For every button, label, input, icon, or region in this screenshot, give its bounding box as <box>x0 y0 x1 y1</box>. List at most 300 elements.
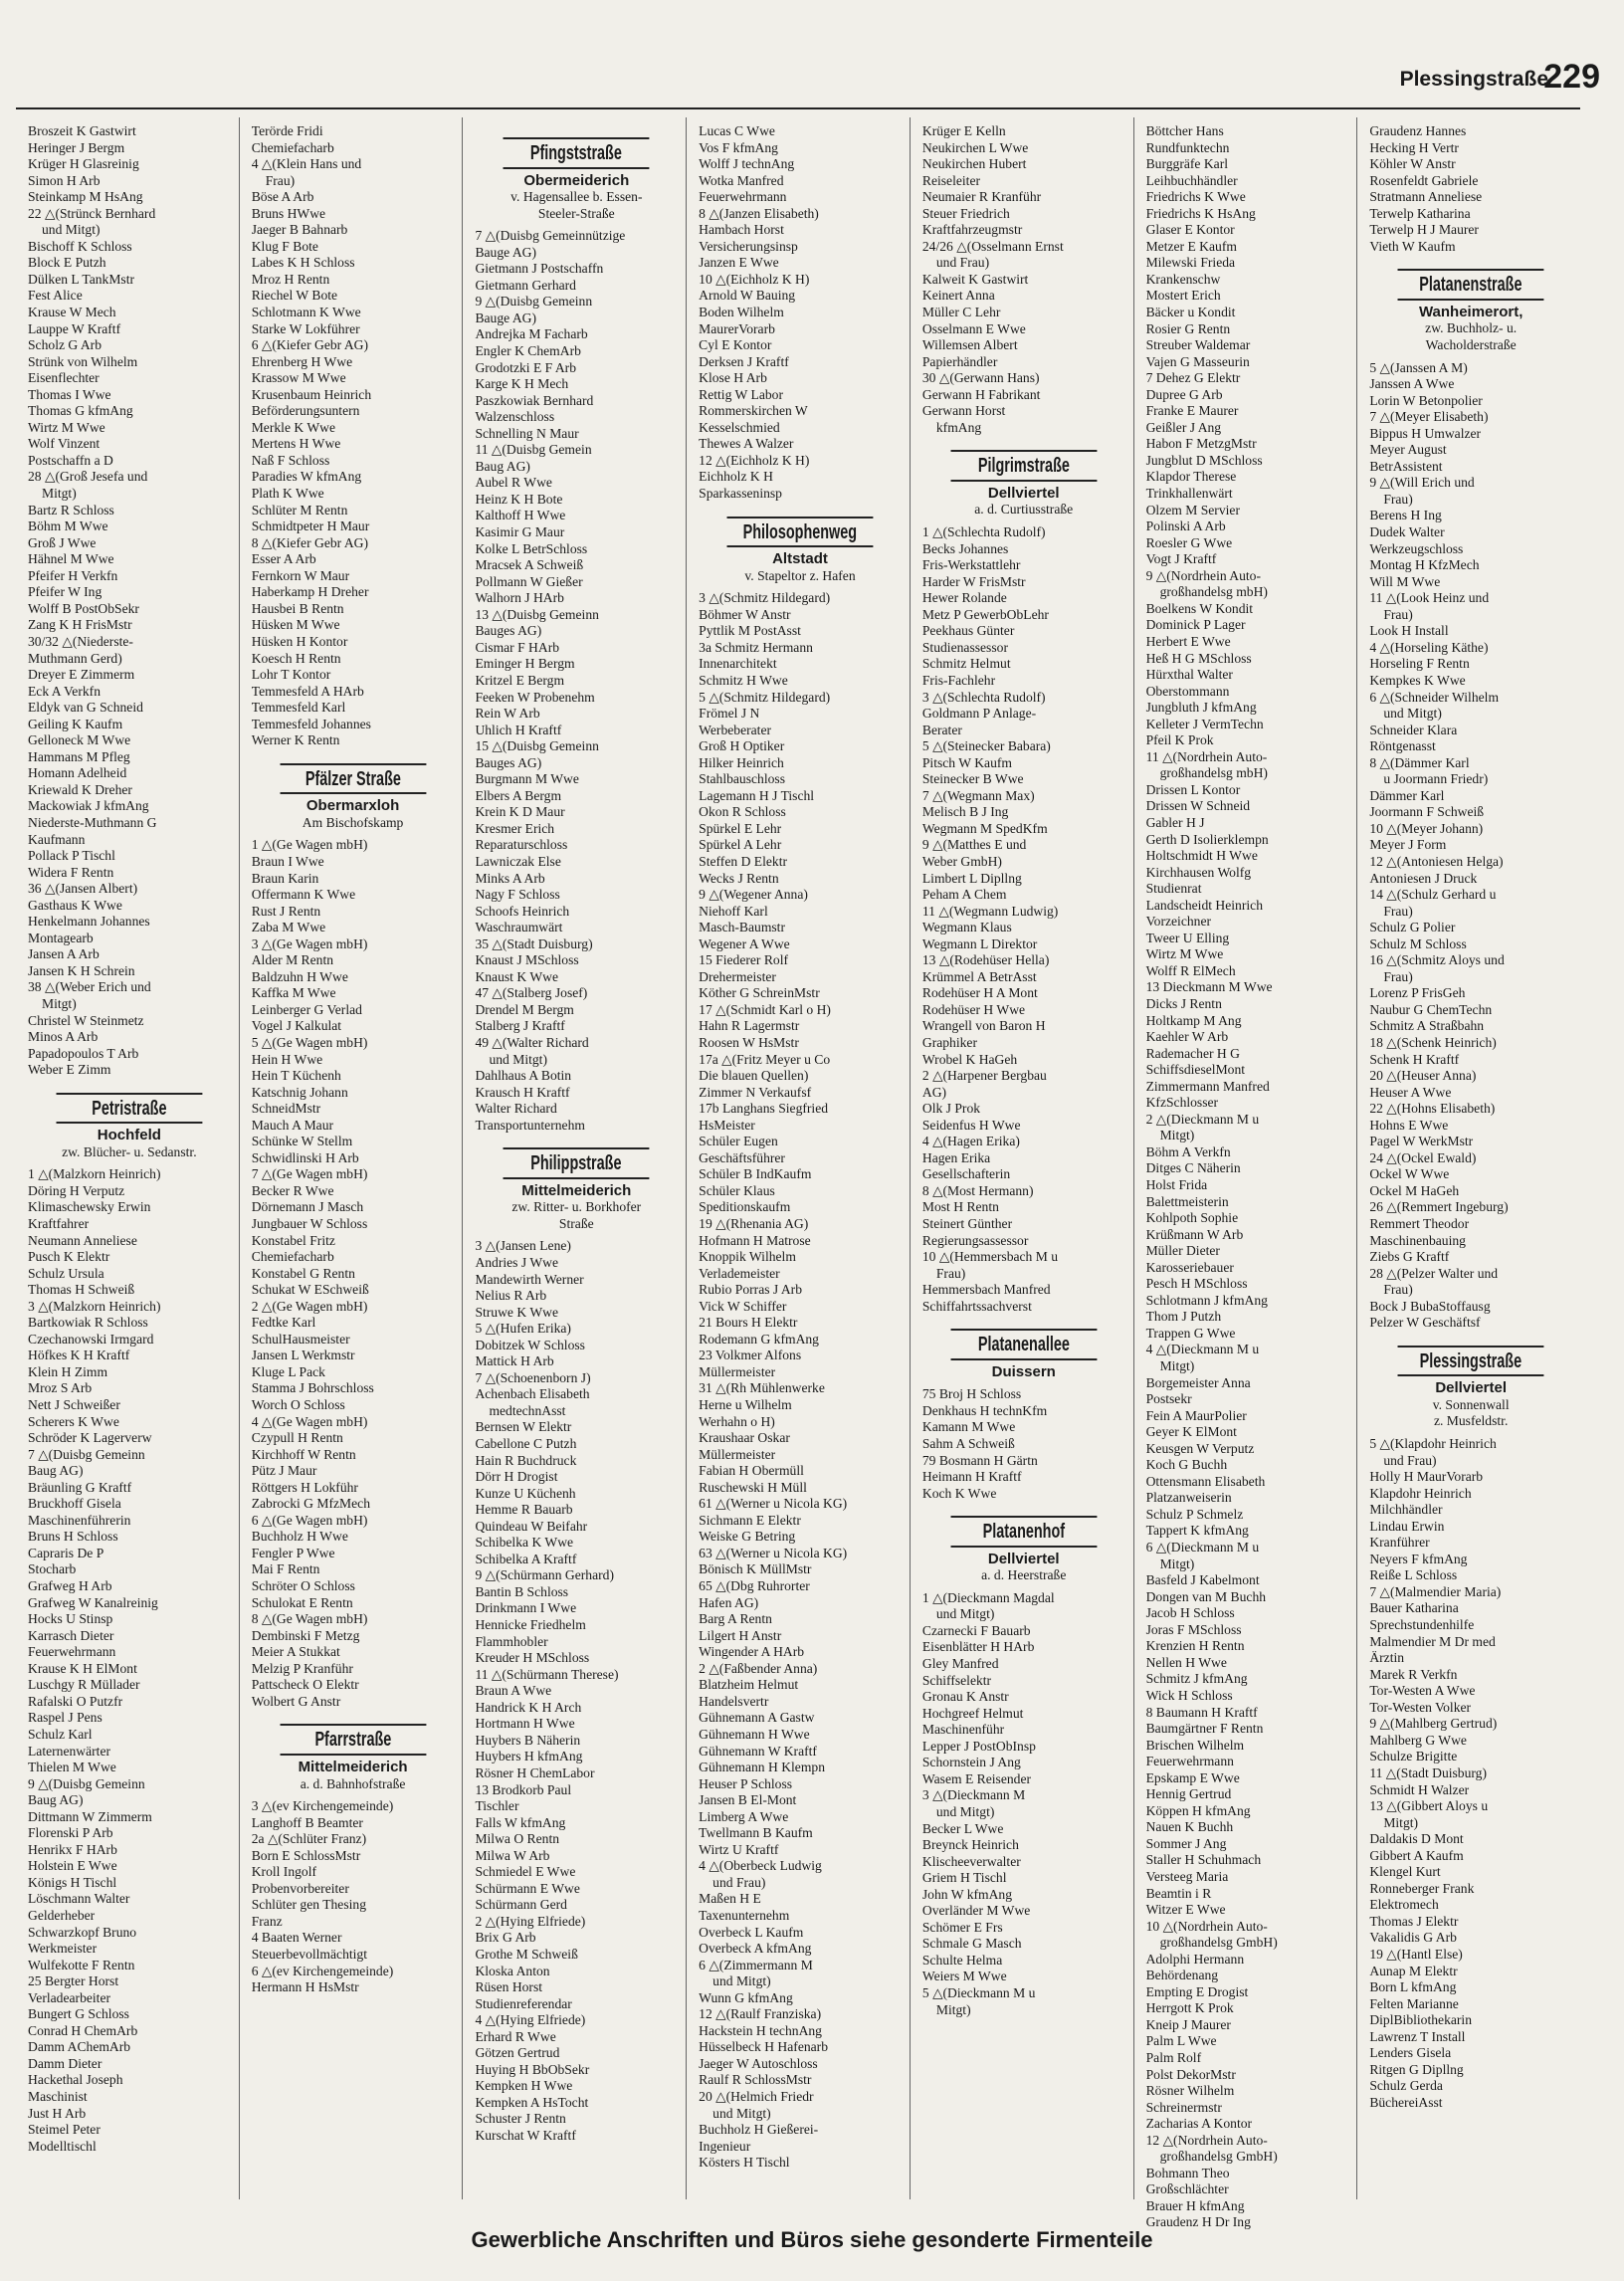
resident-entry: Feuerwehrmann <box>1145 1754 1234 1769</box>
resident-entry: Regierungsassessor <box>921 1232 1029 1248</box>
resident-entry: Reparaturschloss <box>475 837 568 853</box>
resident-entry: 2 △(Hying Elfriede) <box>475 1913 586 1929</box>
resident-entry: 75 Broj H Schloss <box>921 1386 1022 1402</box>
resident-entry: Wasem E Reisender <box>921 1770 1032 1786</box>
resident-entry: 7 △(Ge Wagen mbH) <box>251 1166 368 1182</box>
resident-entry: Berater <box>921 722 962 737</box>
resident-entry: Palm L Wwe <box>1145 2033 1217 2049</box>
resident-entry: 6 △(Zimmermann M <box>699 1957 813 1972</box>
resident-entry: 4 △(Horseling Käthe) <box>1369 639 1489 655</box>
resident-entry: Boelkens W Kondit <box>1145 600 1254 616</box>
resident-entry: Milwa O Rentn <box>475 1831 560 1847</box>
resident-entry: Lorin W Betonpolier <box>1369 392 1483 408</box>
resident-entry: Drehermeister <box>699 968 776 984</box>
resident-entry: Böttcher Hans <box>1145 123 1224 138</box>
resident-entry: Elbers A Bergm <box>475 787 562 803</box>
resident-entry: Masch-Baumstr <box>699 920 785 935</box>
resident-entry: 13 △(Rodehüser Hella) <box>921 952 1050 968</box>
district-name: Obermarxloh <box>305 797 400 815</box>
resident-entry: Kamann M Wwe <box>921 1419 1016 1435</box>
street-title: Pfarrstraße <box>280 1724 426 1756</box>
resident-entry: Wegener A Wwe <box>699 935 790 951</box>
resident-entry: Schlüter M Rentn <box>251 502 348 518</box>
resident-entry: Haberkamp H Dreher <box>251 584 369 600</box>
resident-entry: Müllermeister <box>699 1363 776 1379</box>
resident-entry: Feuerwehrmann <box>699 189 787 205</box>
resident-entry: 7 △(Schoenenborn J) <box>475 1369 591 1385</box>
resident-entry: Frau) <box>935 1265 966 1281</box>
resident-entry: Behördenang <box>1145 1968 1219 1983</box>
resident-entry: Rösner Wilhelm <box>1145 2083 1235 2099</box>
resident-entry: Köhler W Anstr <box>1369 156 1456 172</box>
resident-entry: Schröter O Schloss <box>251 1578 355 1594</box>
district-name: Dellviertel <box>987 1550 1060 1567</box>
resident-entry: Neukirchen L Wwe <box>921 139 1029 155</box>
resident-entry: Huybers H kfmAng <box>475 1749 583 1764</box>
resident-entry: Minks A Arb <box>475 870 545 886</box>
street-title: Platanenhof <box>950 1516 1097 1548</box>
resident-entry: Griem H Tischl <box>921 1870 1007 1886</box>
resident-entry: Schulz Karl <box>28 1726 93 1742</box>
resident-entry: 22 △(Hohns Elisabeth) <box>1369 1101 1496 1117</box>
resident-entry: Köther G SchreinMstr <box>699 985 820 1001</box>
resident-entry: 11 △(Schürmann Therese) <box>475 1666 619 1682</box>
resident-entry: Marek R Verkfn <box>1369 1666 1458 1682</box>
resident-entry: Mostert Erich <box>1145 288 1221 304</box>
resident-entry: Friedrichs K Wwe <box>1145 189 1246 205</box>
resident-entry: Schulze Brigitte <box>1369 1749 1458 1764</box>
resident-entry: Mitgt) <box>1383 1814 1419 1830</box>
resident-entry: Hemmersbach Manfred <box>921 1282 1051 1298</box>
header-rule <box>16 107 1580 109</box>
resident-entry: Kolke L BetrSchloss <box>475 540 588 556</box>
resident-entry: Schlotmann K Wwe <box>251 305 361 320</box>
resident-entry: Braun I Wwe <box>251 853 324 869</box>
resident-entry: 1 △(Schlechta Rudolf) <box>921 524 1046 540</box>
resident-entry: Schreinermstr <box>1145 2099 1222 2115</box>
resident-entry: Luschgy R Müllader <box>28 1677 140 1693</box>
resident-entry: Lindau Erwin <box>1369 1518 1445 1534</box>
resident-entry: Wrobel K HaGeh <box>921 1051 1018 1067</box>
resident-entry: Baug AG) <box>28 1792 84 1808</box>
resident-entry: Harder W FrisMstr <box>921 573 1026 589</box>
resident-entry: 6 △(Kiefer Gebr AG) <box>251 337 368 353</box>
resident-entry: 9 △(Wegener Anna) <box>699 887 808 903</box>
resident-entry: Kelleter J VermTechn <box>1145 716 1264 731</box>
resident-entry: Dörr H Drogist <box>475 1469 558 1485</box>
resident-entry: Nellen H Wwe <box>1145 1654 1227 1670</box>
resident-entry: Mackowiak J kfmAng <box>28 798 149 814</box>
resident-entry: Nelius R Arb <box>475 1288 547 1304</box>
resident-entry: 20 △(Heuser Anna) <box>1369 1068 1477 1084</box>
resident-entry: 7 △(Meyer Elisabeth) <box>1369 409 1489 425</box>
resident-entry: Gerth D Isolierklempn <box>1145 831 1269 847</box>
resident-entry: Bantin B Schloss <box>475 1583 569 1599</box>
resident-entry: 1 △(Malzkorn Heinrich) <box>28 1166 161 1182</box>
resident-entry: Vogel J Kalkulat <box>251 1018 342 1034</box>
resident-entry: Kalthoff H Wwe <box>475 508 566 523</box>
resident-entry: 30/32 △(Niederste- <box>28 633 133 649</box>
resident-entry: großhandelsg mbH) <box>1159 765 1268 781</box>
resident-entry: Wulfekotte F Rentn <box>28 1957 135 1972</box>
resident-entry: BüchereiAsst <box>1369 2094 1443 2110</box>
district-name: Hochfeld <box>97 1127 161 1144</box>
resident-entry: Zabrocki G MfzMech <box>251 1496 370 1512</box>
resident-entry: Thomas H Schweiß <box>28 1282 135 1298</box>
resident-entry: Konstabel G Rentn <box>251 1265 355 1281</box>
resident-entry: Röttgers H Lokführ <box>251 1479 358 1495</box>
resident-entry: Engler K ChemArb <box>475 343 581 359</box>
street-location: v. Hagensallee b. Essen- <box>510 189 643 205</box>
district-name: Dellviertel <box>1435 1379 1508 1397</box>
resident-entry: Versicherungsinsp <box>699 238 798 254</box>
resident-entry: Franz <box>251 1913 283 1929</box>
resident-entry: Tappert K kfmAng <box>1145 1523 1249 1539</box>
resident-entry: Krankenschw <box>1145 271 1221 287</box>
resident-entry: Jaeger W Autoschloss <box>699 2055 818 2071</box>
resident-entry: 16 △(Schmitz Aloys und <box>1369 952 1505 968</box>
resident-entry: Schuster J Rentn <box>475 2111 566 2127</box>
resident-entry: Müllermeister <box>699 1446 776 1462</box>
resident-entry: SchneidMstr <box>251 1101 321 1117</box>
resident-entry: Gerwann Horst <box>921 403 1006 419</box>
resident-entry: Czechanowski Irmgard <box>28 1331 154 1347</box>
resident-entry: Hüsken H Kontor <box>251 633 348 649</box>
resident-entry: Born L kfmAng <box>1369 1979 1457 1995</box>
resident-entry: Franke E Maurer <box>1145 403 1239 419</box>
resident-entry: Polinski A Arb <box>1145 518 1226 534</box>
resident-entry: 11 △(Look Heinz und <box>1369 590 1490 606</box>
resident-entry: Tweer U Elling <box>1145 930 1230 945</box>
resident-entry: Kasimir G Maur <box>475 524 565 540</box>
resident-entry: kfmAng <box>935 419 982 435</box>
resident-entry: Klose H Arb <box>699 370 767 386</box>
resident-entry: Remmert Theodor <box>1369 1216 1470 1231</box>
resident-entry: Reiseleiter <box>921 172 981 188</box>
resident-entry: Gerwann H Fabrikant <box>921 386 1041 402</box>
resident-entry: Mitgt) <box>42 995 77 1011</box>
resident-entry: Wirtz M Wwe <box>1145 946 1224 962</box>
resident-entry: Peham A Chem <box>921 887 1007 903</box>
resident-entry: 4 △(Dieckmann M u <box>1145 1342 1260 1357</box>
resident-entry: Palm Rolf <box>1145 2049 1202 2065</box>
resident-entry: 8 Baumann H Kraftf <box>1145 1704 1258 1720</box>
resident-entry: Schenk H Kraftf <box>1369 1051 1460 1067</box>
resident-entry: Dembinski F Metzg <box>251 1627 360 1643</box>
resident-entry: Milewski Frieda <box>1145 255 1236 271</box>
resident-entry: Mitgt) <box>935 2001 971 2017</box>
resident-entry: Schröder K Lagerverw <box>28 1430 152 1446</box>
resident-entry: Hofmann H Matrose <box>699 1232 811 1248</box>
resident-entry: Glaser E Kontor <box>1145 222 1235 238</box>
resident-entry: und Mitgt) <box>42 222 101 238</box>
resident-entry: Baug AG) <box>28 1463 84 1479</box>
resident-entry: Block E Putzh <box>28 255 106 271</box>
resident-entry: Schornstein J Ang <box>921 1755 1021 1770</box>
resident-entry: Platzanweiserin <box>1145 1490 1232 1506</box>
resident-entry: Aubel R Wwe <box>475 475 552 491</box>
resident-entry: 10 △(Meyer Johann) <box>1369 820 1484 836</box>
resident-entry: Berens H Ing <box>1369 508 1442 523</box>
resident-entry: Leihbuchhändler <box>1145 172 1238 188</box>
resident-entry: Dongen van M Buchh <box>1145 1588 1267 1604</box>
resident-entry: Falls W kfmAng <box>475 1814 566 1830</box>
resident-entry: 17a △(Fritz Meyer u Co <box>699 1051 831 1067</box>
resident-entry: 5 △(Janssen A M) <box>1369 359 1468 375</box>
resident-entry: Bartkowiak R Schloss <box>28 1315 148 1331</box>
resident-entry: Montag H KfzMech <box>1369 557 1480 573</box>
resident-entry: 8 △(Ge Wagen mbH) <box>251 1611 368 1627</box>
resident-entry: Henkelmann Johannes <box>28 914 150 930</box>
resident-entry: Bruns HWwe <box>251 205 326 221</box>
resident-entry: Hilker Heinrich <box>699 754 784 770</box>
directory-column <box>687 117 911 2199</box>
resident-entry: Janzen E Wwe <box>699 255 779 271</box>
resident-entry: Holtschmidt H Wwe <box>1145 848 1258 864</box>
resident-entry: Neukirchen Hubert <box>921 156 1027 172</box>
resident-entry: Felten Marianne <box>1369 1995 1459 2011</box>
resident-entry: Braun Karin <box>251 870 319 886</box>
resident-entry: Grafweg W Kanalreinig <box>28 1594 158 1610</box>
resident-entry: 12 △(Antoniesen Helga) <box>1369 853 1504 869</box>
resident-entry: Ottensmann Elisabeth <box>1145 1473 1266 1489</box>
resident-entry: Fein A MaurPolier <box>1145 1407 1247 1423</box>
resident-entry: Spürkel A Lehr <box>699 837 782 853</box>
resident-entry: und Mitgt) <box>1383 706 1442 722</box>
resident-entry: Fernkorn W Maur <box>251 567 350 583</box>
resident-entry: Hüsselbeck H Hafenarb <box>699 2039 829 2055</box>
street-heading <box>922 450 1125 518</box>
resident-entry: Klengel Kurt <box>1369 1864 1441 1880</box>
resident-entry: Modelltischl <box>28 2138 97 2154</box>
resident-entry: Taxenunternehm <box>699 1907 790 1923</box>
resident-entry: Papadopoulos T Arb <box>28 1045 139 1061</box>
resident-entry: Osselmann E Wwe <box>921 320 1026 336</box>
resident-entry: Schmidtpeter H Maur <box>251 518 370 534</box>
resident-entry: Steuerbevollmächtigt <box>251 1946 367 1962</box>
resident-entry: Götzen Gertrud <box>475 2045 560 2061</box>
resident-entry: Groß J Wwe <box>28 534 97 550</box>
resident-entry: Henrikx F HArb <box>28 1841 117 1857</box>
resident-entry: Flammhobler <box>475 1633 548 1649</box>
resident-entry: Zimmermann Manfred <box>1145 1078 1270 1094</box>
resident-entry: Merkle K Wwe <box>251 419 336 435</box>
resident-entry: Steffen D Elektr <box>699 853 787 869</box>
resident-entry: Schibelka K Wwe <box>475 1535 574 1551</box>
resident-entry: 5 △(Hufen Erika) <box>475 1321 571 1337</box>
resident-entry: Hain R Buchdruck <box>475 1452 577 1468</box>
resident-entry: Karrasch Dieter <box>28 1627 114 1643</box>
resident-entry: 3 △(Dieckmann M <box>921 1787 1026 1803</box>
directory-column <box>1134 117 1358 2230</box>
resident-entry: Lenders Gisela <box>1369 2045 1452 2061</box>
resident-entry: 36 △(Jansen Albert) <box>28 881 138 897</box>
resident-entry: Bruckhoff Gisela <box>28 1496 121 1512</box>
resident-entry: Barg A Rentn <box>699 1611 772 1627</box>
resident-entry: Studienrat <box>1145 881 1202 897</box>
resident-entry: Wingender A HArb <box>699 1644 805 1660</box>
resident-entry: Schibelka A Kraftf <box>475 1551 577 1566</box>
resident-entry: Lilgert H Anstr <box>699 1627 782 1643</box>
resident-entry: Krenzien H Rentn <box>1145 1638 1245 1654</box>
resident-entry: Plath K Wwe <box>251 486 324 502</box>
resident-entry: Pütz J Maur <box>251 1463 317 1479</box>
resident-entry: Eck A Verkfn <box>28 683 101 699</box>
resident-entry: 2 △(Harpener Bergbau <box>921 1068 1047 1084</box>
resident-entry: Knaust K Wwe <box>475 968 558 984</box>
resident-entry: 13 △(Gibbert Aloys u <box>1369 1798 1489 1814</box>
district-name: Dellviertel <box>987 484 1060 502</box>
resident-entry: Will M Wwe <box>1369 573 1441 589</box>
resident-entry: Thielen M Wwe <box>28 1760 116 1775</box>
resident-entry: Rettig W Labor <box>699 386 783 402</box>
district-name: Wanheimerort, <box>1418 303 1523 320</box>
resident-entry: Hewer Rolande <box>921 590 1007 606</box>
resident-entry: DiplBibliothekarin <box>1369 2012 1473 2028</box>
resident-entry: Nett J Schweißer <box>28 1397 120 1413</box>
resident-entry: Buchholz H Wwe <box>251 1529 348 1545</box>
resident-entry: Schürmann Gerd <box>475 1897 567 1913</box>
resident-entry: Brauer H kfmAng <box>1145 2197 1245 2213</box>
resident-entry: Buchholz H Gießerei- <box>699 2122 819 2138</box>
resident-entry: und Frau) <box>935 255 990 271</box>
street-location: zw. Ritter- u. Borkhofer <box>511 1199 642 1215</box>
resident-entry: Niehoff Karl <box>699 903 768 919</box>
resident-entry: Kurschat W Kraftf <box>475 2127 576 2143</box>
resident-entry: Olzem M Servier <box>1145 502 1240 518</box>
resident-entry: Kösters H Tischl <box>699 2155 790 2171</box>
resident-entry: Gronau K Anstr <box>921 1689 1009 1705</box>
resident-entry: Sprechstundenhilfe <box>1369 1617 1475 1633</box>
resident-entry: Cyl E Kontor <box>699 337 772 353</box>
resident-entry: Schömer E Frs <box>921 1919 1003 1935</box>
resident-entry: Balettmeisterin <box>1145 1193 1229 1209</box>
resident-entry: Waschraumwärt <box>475 920 563 935</box>
resident-entry: Hammans M Pfleg <box>28 748 130 764</box>
resident-entry: Becker R Wwe <box>251 1182 334 1198</box>
resident-entry: Heinz K H Bote <box>475 491 563 507</box>
resident-entry: Drissen W Schneid <box>1145 798 1251 814</box>
street-location: zw. Buchholz- u. <box>1425 320 1518 336</box>
resident-entry: Studienassessor <box>921 639 1008 655</box>
resident-entry: 2 △(Dieckmann M u <box>1145 1111 1260 1127</box>
resident-entry: Czypull H Rentn <box>251 1430 343 1446</box>
resident-entry: 8 △(Dämmer Karl <box>1369 754 1470 770</box>
resident-entry: Hüsken M Wwe <box>251 617 340 633</box>
resident-entry: Schulz G Polier <box>1369 920 1456 935</box>
resident-entry: Mroz H Rentn <box>251 271 330 287</box>
resident-entry: Daldakis D Mont <box>1369 1831 1464 1847</box>
resident-entry: 6 △(Dieckmann M u <box>1145 1540 1260 1555</box>
resident-entry: Mattick H Arb <box>475 1353 554 1369</box>
resident-entry: Roesler G Wwe <box>1145 534 1233 550</box>
resident-entry: Steinert Günther <box>921 1216 1013 1231</box>
resident-entry: Dudek Walter <box>1369 524 1445 540</box>
resident-entry: Steuer Friedrich <box>921 205 1010 221</box>
resident-entry: Rosier G Rentn <box>1145 320 1231 336</box>
resident-entry: Kaffka M Wwe <box>251 985 336 1001</box>
resident-entry: Kempken H Wwe <box>475 2078 573 2094</box>
resident-entry: Nagy F Schloss <box>475 887 560 903</box>
resident-entry: Kempkes K Wwe <box>1369 672 1466 688</box>
resident-entry: 11 △(Wegmann Ludwig) <box>921 903 1059 919</box>
resident-entry: Mandewirth Werner <box>475 1271 584 1287</box>
resident-entry: Aunap M Elektr <box>1369 1963 1458 1978</box>
resident-entry: Schlotmann J kfmAng <box>1145 1292 1268 1308</box>
resident-entry: Ruschewski H Müll <box>699 1479 807 1495</box>
resident-entry: Klein H Zimm <box>28 1363 108 1379</box>
resident-entry: Ehrenberg H Wwe <box>251 353 353 369</box>
resident-entry: Strünk von Wilhelm <box>28 353 138 369</box>
resident-entry: 25 Bergter Horst <box>28 1973 119 1989</box>
street-title: Pfälzer Straße <box>280 763 426 795</box>
resident-entry: Jungbauer W Schloss <box>251 1216 368 1231</box>
resident-entry: 10 △(Nordrhein Auto- <box>1145 1918 1268 1934</box>
street-heading <box>1369 269 1572 353</box>
resident-entry: 5 △(Ge Wagen mbH) <box>251 1034 368 1050</box>
resident-entry: 2 △(Ge Wagen mbH) <box>251 1298 368 1314</box>
resident-entry: Schüler B IndKaufm <box>699 1166 812 1182</box>
district-name: Obermeiderich <box>523 171 630 189</box>
resident-entry: Habon F MetzgMstr <box>1145 436 1257 452</box>
resident-entry: Esser A Arb <box>251 551 316 567</box>
resident-entry: Czarnecki F Bauarb <box>921 1622 1031 1638</box>
resident-entry: Papierhändler <box>921 353 998 369</box>
resident-entry: Tischler <box>475 1798 519 1814</box>
resident-entry: Schmitz Helmut <box>921 656 1011 672</box>
resident-entry: Klapdor Therese <box>1145 469 1237 485</box>
resident-entry: 9 △(Duisbg Gemeinn <box>28 1775 145 1791</box>
street-title: Philippstraße <box>504 1147 650 1179</box>
resident-entry: Bönisch K MüllMstr <box>699 1561 812 1577</box>
resident-entry: Kraushaar Oskar <box>699 1430 790 1446</box>
resident-entry: Scholz G Arb <box>28 337 102 353</box>
resident-entry: Bauge AG) <box>475 310 536 325</box>
resident-entry: Fabian H Obermüll <box>699 1463 804 1479</box>
resident-entry: Kempken A HsTocht <box>475 2094 589 2110</box>
resident-entry: Thomas G kfmAng <box>28 403 133 419</box>
resident-entry: 21 Bours H Elektr <box>699 1315 798 1331</box>
resident-entry: Lucas C Wwe <box>699 123 775 138</box>
street-location: a. d. Curtiusstraße <box>974 502 1074 518</box>
resident-entry: 1 △(Dieckmann Magdal <box>921 1589 1055 1605</box>
resident-entry: Holtkamp M Ang <box>1145 1012 1242 1028</box>
resident-entry: Joras F MSchloss <box>1145 1621 1242 1637</box>
resident-entry: Dülken L TankMstr <box>28 271 135 287</box>
resident-entry: Hein H Wwe <box>251 1051 323 1067</box>
resident-entry: Montagearb <box>28 930 94 945</box>
resident-entry: Brischen Wilhelm <box>1145 1737 1245 1753</box>
resident-entry: Alder M Rentn <box>251 952 334 968</box>
resident-entry: Ritgen G Dipllng <box>1369 2061 1464 2077</box>
resident-entry: Sichmann E Elektr <box>699 1512 801 1528</box>
resident-entry: Pyttlik M PostAsst <box>699 623 801 639</box>
resident-entry: Lawrenz T Install <box>1369 2028 1466 2044</box>
resident-entry: Steinkamp M HsAng <box>28 189 143 205</box>
resident-entry: Krausch H Kraftf <box>475 1084 570 1100</box>
resident-entry: Zacharias A Kontor <box>1145 2116 1253 2132</box>
resident-entry: Joormann F Schweiß <box>1369 804 1485 820</box>
resident-entry: Temmesfeld Karl <box>251 700 346 716</box>
resident-entry: Overbeck A kfmAng <box>699 1941 812 1957</box>
resident-entry: 6 △(Schneider Wilhelm <box>1369 689 1500 705</box>
resident-entry: Handrick K H Arch <box>475 1699 582 1715</box>
resident-entry: Twellmann B Kaufm <box>699 1825 813 1841</box>
resident-entry: 3 △(ev Kirchengemeinde) <box>251 1798 394 1814</box>
resident-entry: Kroll Ingolf <box>251 1864 317 1880</box>
resident-entry: Krause K H ElMont <box>28 1660 137 1676</box>
resident-entry: 3a Schmitz Hermann <box>699 639 813 655</box>
